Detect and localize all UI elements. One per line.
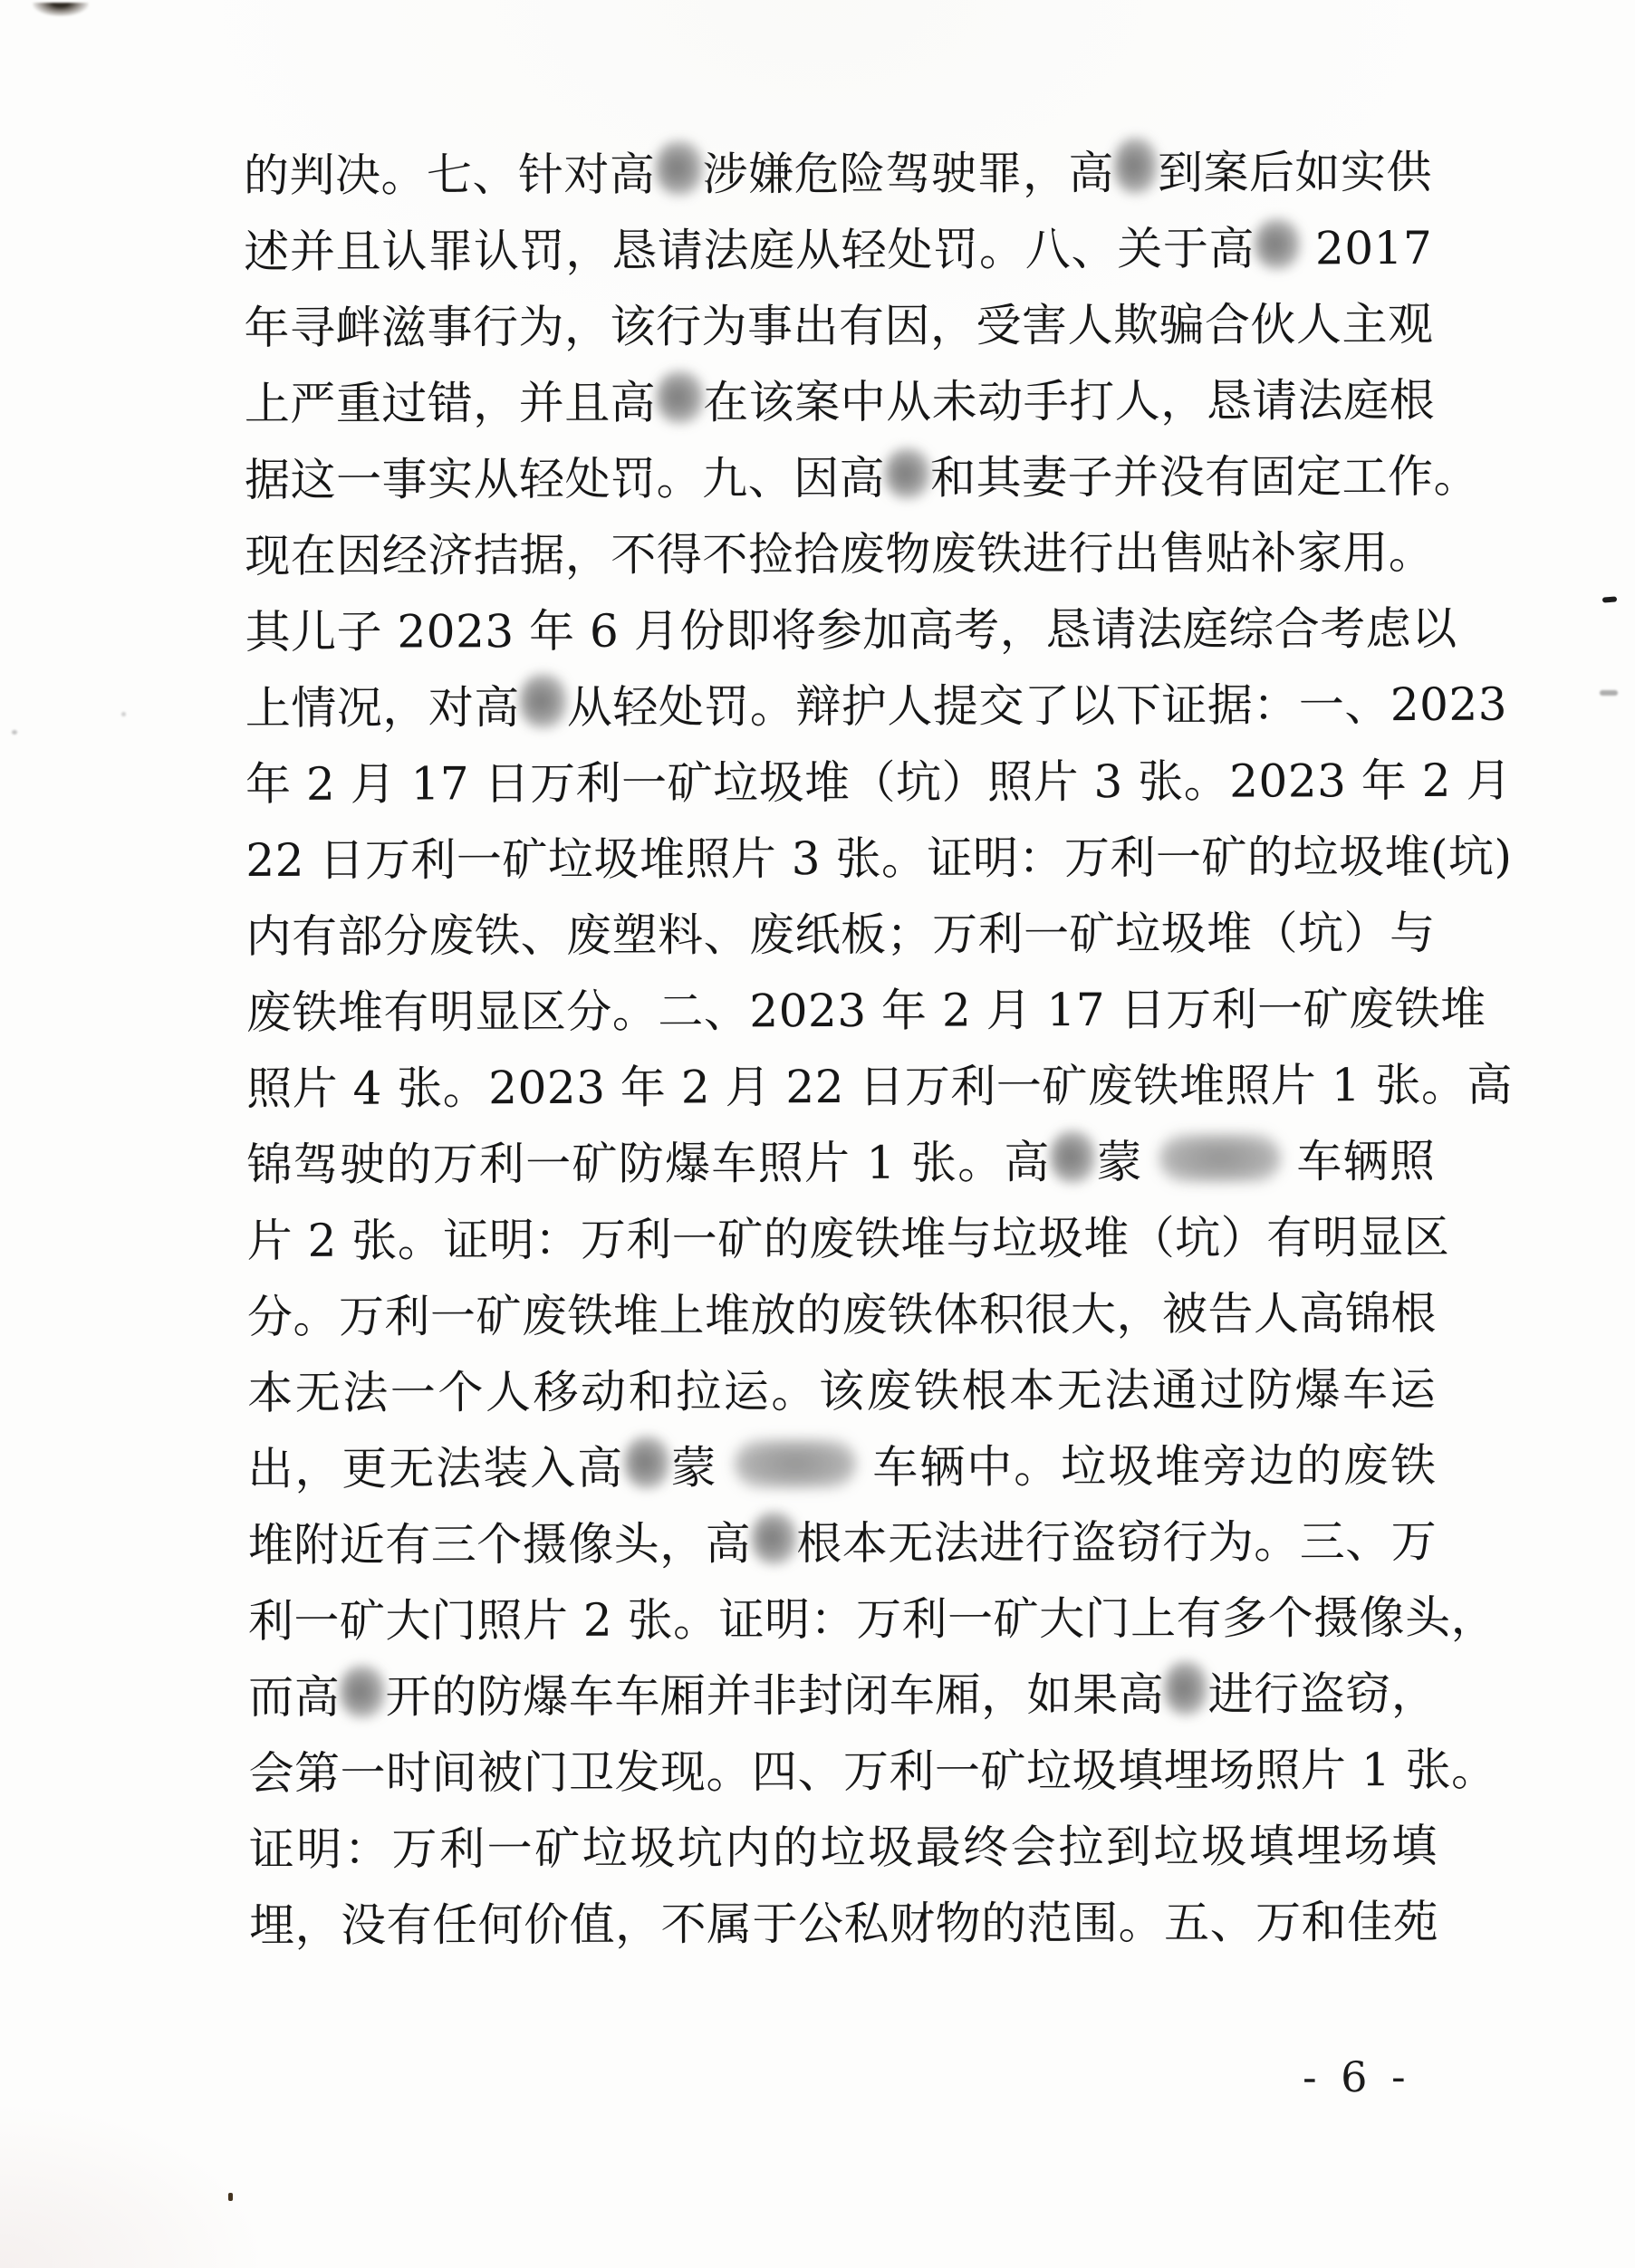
- scan-artifact-speck: [121, 712, 126, 716]
- text-line: [249, 1884, 1438, 1964]
- redaction-blur-name: [1255, 218, 1300, 269]
- text-segment: 上严重过错，并且高: [244, 376, 657, 431]
- text-line: [244, 134, 1432, 214]
- text-segment: 涉嫌危险驾驶罪，高: [702, 147, 1115, 201]
- text-segment: 锦驾驶的万利一矿防爆车照片 1 张。高: [246, 1136, 1051, 1192]
- redaction-blur-name: [655, 140, 702, 195]
- text-segment: 年寻衅滋事行为，该行为事出有因，受害人欺骗合伙人主观: [244, 297, 1434, 355]
- text-line: [244, 210, 1432, 290]
- text-segment: 年 2 月 17 日万利一矿垃圾堆（坑）照片 3 张。2023 年 2 月: [245, 754, 1513, 812]
- text-segment: 蒙: [1095, 1135, 1159, 1189]
- scan-artifact-speck: [228, 2193, 233, 2201]
- text-line: [245, 819, 1513, 899]
- text-line: [244, 286, 1432, 366]
- scan-artifact-speck: [12, 730, 17, 735]
- text-line: [245, 667, 1508, 746]
- text-segment: 证明：万利一矿垃圾坑内的垃圾最终会拉到垃圾填埋场填: [248, 1819, 1438, 1877]
- text-segment: 据这一事实从轻处罚。九、因高: [244, 451, 886, 507]
- text-line: [245, 514, 1433, 594]
- text-line: [248, 1732, 1497, 1812]
- text-segment: 其儿子 2023 年 6 月份即将参加高考，恳请法庭综合考虑以: [245, 601, 1457, 659]
- text-segment: 片 2 张。证明：万利一矿的废铁堆与垃圾堆（坑）有明显区: [246, 1210, 1450, 1268]
- text-line: [247, 1351, 1436, 1431]
- text-segment: 出，更无法装入高: [247, 1441, 625, 1496]
- text-line: [244, 438, 1480, 518]
- text-segment: 2017: [1300, 221, 1433, 275]
- text-segment: 从轻处罚。辩护人提交了以下证据：一、2023: [566, 678, 1508, 734]
- redaction-blur-name: [656, 370, 703, 423]
- text-segment: 车辆照: [1281, 1134, 1436, 1188]
- text-segment: 埋，没有任何价值，不属于公私财物的范围。五、万和佳苑: [248, 1895, 1439, 1953]
- redaction-blur-name: [624, 1437, 669, 1489]
- text-segment: 22 日万利一矿垃圾堆照片 3 张。证明：万利一矿的垃圾堆(坑): [245, 830, 1513, 888]
- redaction-blur-name: [1164, 1661, 1207, 1715]
- redaction-blur-name: [751, 1512, 796, 1564]
- text-segment: 进行盗窃，: [1207, 1667, 1438, 1721]
- text-line: [247, 1275, 1436, 1355]
- text-segment: 在该案中从未动手打人，恳请法庭根: [703, 373, 1436, 429]
- scan-artifact-dash: [1600, 690, 1618, 696]
- text-line: [245, 743, 1513, 822]
- redaction-blur-name: [340, 1666, 385, 1718]
- text-segment: 废铁堆有明显区分。二、2023 年 2 月 17 日万利一矿废铁堆: [245, 982, 1486, 1040]
- text-line: [247, 1427, 1436, 1507]
- text-line: [246, 1199, 1450, 1279]
- text-segment: 车辆中。垃圾堆旁边的废铁: [856, 1438, 1437, 1494]
- text-line: [245, 591, 1457, 670]
- text-segment: 和其妻子并没有固定工作。: [929, 449, 1480, 505]
- text-line: [248, 1656, 1437, 1735]
- text-line: [245, 895, 1434, 975]
- text-segment: 而高: [248, 1670, 341, 1725]
- text-line: [246, 1123, 1435, 1203]
- text-line: [245, 971, 1486, 1051]
- scan-artifact-dash: [1602, 596, 1617, 602]
- text-line: [248, 1504, 1437, 1583]
- text-segment: 现在因经济拮据，不得不捡拾废物废铁进行出售贴补家用。: [245, 525, 1435, 583]
- text-segment: 蒙: [669, 1441, 735, 1494]
- text-segment: 述并且认罪认罚，恳请法庭从轻处罚。八、关于高: [244, 222, 1255, 279]
- text-line: [246, 1047, 1514, 1127]
- text-segment: 堆附近有三个摄像头，高: [247, 1517, 752, 1572]
- redaction-blur-name: [1051, 1130, 1096, 1183]
- text-line: [249, 1808, 1438, 1888]
- text-segment: 根本无法进行盗窃行为。三、万: [796, 1514, 1438, 1571]
- redaction-blur-plate: [734, 1439, 856, 1488]
- text-segment: 本无法一个人移动和拉运。该废铁根本无法通过防爆车运: [247, 1362, 1437, 1420]
- text-segment: 上情况，对高: [245, 681, 520, 735]
- redaction-blur-name: [520, 674, 567, 728]
- redaction-blur-plate: [1159, 1133, 1281, 1182]
- text-segment: 利一矿大门照片 2 张。证明：万利一矿大门上有多个摄像头，: [247, 1590, 1497, 1648]
- text-segment: 分。万利一矿废铁堆上堆放的废铁体积很大，被告人高锦根: [246, 1286, 1438, 1344]
- text-segment: 会第一时间被门卫发现。四、万利一矿垃圾填埋场照片 1 张。: [248, 1743, 1497, 1801]
- document-body-text: [243, 134, 1514, 1964]
- text-segment: 内有部分废铁、废塑料、废纸板；万利一矿垃圾堆（坑）与: [245, 906, 1436, 964]
- text-segment: 照片 4 张。2023 年 2 月 22 日万利一矿废铁堆照片 1 张。高: [246, 1058, 1514, 1116]
- text-line: [244, 362, 1436, 442]
- page-number: - 6 -: [1302, 2052, 1411, 2102]
- text-line: [247, 1580, 1497, 1659]
- scan-artifact-ink-mark: [33, 3, 89, 16]
- text-segment: 的判决。七、针对高: [243, 148, 656, 203]
- text-segment: 到案后如实供: [1157, 145, 1433, 199]
- redaction-blur-name: [885, 448, 930, 499]
- text-segment: 开的防爆车车厢并非封闭车厢，如果高: [385, 1667, 1165, 1724]
- redaction-blur-name: [1114, 138, 1158, 194]
